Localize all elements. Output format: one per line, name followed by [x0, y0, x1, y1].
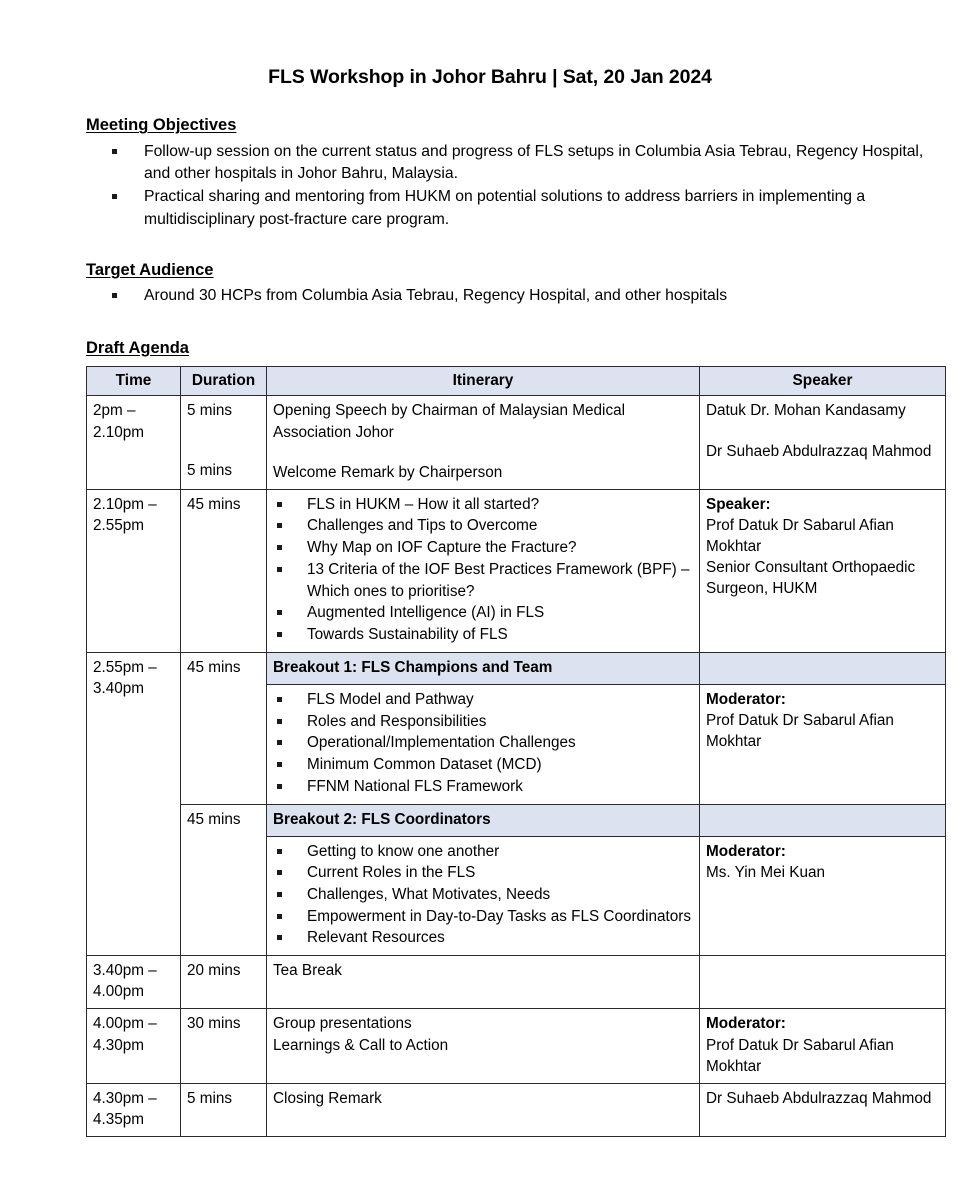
column-header-time: Time	[87, 367, 181, 396]
spacer	[706, 422, 940, 441]
moderator-name: Prof Datuk Dr Sabarul Afian Mokhtar	[706, 1036, 894, 1075]
table-row	[87, 1083, 946, 1136]
cell-duration: 20 mins	[181, 956, 267, 1009]
list-item: Challenges, What Motivates, Needs	[273, 884, 694, 906]
cell-speaker: Dr Suhaeb Abdulrazzaq Mahmod	[700, 1083, 946, 1136]
cell-duration: 45 mins	[181, 804, 267, 956]
list-item: Current Roles in the FLS	[273, 862, 694, 884]
draft-agenda-heading: Draft Agenda	[86, 338, 189, 357]
agenda-table-body	[87, 396, 946, 1137]
cell-itinerary	[267, 956, 700, 1009]
cell-speaker-empty	[700, 652, 946, 684]
itinerary-text: Tea Break	[273, 962, 342, 980]
cell-duration	[181, 396, 267, 489]
itinerary-list	[273, 689, 694, 798]
target-audience-heading: Target Audience	[86, 261, 214, 280]
itinerary-list	[273, 494, 694, 646]
cell-time: 2pm – 2.10pm	[87, 396, 181, 489]
cell-time: 4.30pm – 4.35pm	[87, 1083, 181, 1136]
meeting-objectives-list	[86, 141, 980, 231]
speaker-role: Senior Consultant Orthopaedic Surgeon, HUKM	[706, 559, 916, 598]
duration-first: 5 mins	[187, 402, 233, 420]
spacer	[273, 443, 694, 462]
moderator-label: Moderator:	[706, 1015, 786, 1033]
list-item: Why Map on IOF Capture the Fracture?	[273, 537, 694, 559]
itinerary-second: Welcome Remark by Chairperson	[273, 463, 503, 481]
table-row	[87, 956, 946, 1009]
list-item: FLS Model and Pathway	[273, 689, 694, 711]
speaker-first: Datuk Dr. Mohan Kandasamy	[706, 402, 906, 420]
cell-speaker-empty	[700, 804, 946, 836]
cell-speaker	[700, 489, 946, 652]
draft-agenda-section	[86, 338, 980, 1137]
cell-time: 3.40pm – 4.00pm	[87, 956, 181, 1009]
spacer	[273, 981, 694, 1000]
cell-speaker	[700, 684, 946, 804]
speaker-name: Prof Datuk Dr Sabarul Afian Mokhtar	[706, 516, 894, 555]
cell-duration: 30 mins	[181, 1009, 267, 1083]
itinerary-first: Group presentations	[273, 1015, 412, 1033]
cell-duration: 5 mins	[181, 1083, 267, 1136]
table-row	[87, 652, 946, 684]
list-item: Empowerment in Day-to-Day Tasks as FLS Coordinators	[273, 906, 694, 928]
agenda-table-header	[87, 367, 946, 396]
list-item: Around 30 HCPs from Columbia Asia Tebrau, Regency Hospital, and other hospitals	[86, 285, 944, 307]
list-item: FLS in HUKM – How it all started?	[273, 494, 694, 516]
itinerary-first: Opening Speech by Chairman of Malaysian Medical Association Johor	[273, 402, 626, 441]
cell-time: 2.10pm – 2.55pm	[87, 489, 181, 652]
table-row	[87, 804, 946, 836]
column-header-duration: Duration	[181, 367, 267, 396]
cell-speaker	[700, 1009, 946, 1083]
cell-itinerary	[267, 489, 700, 652]
moderator-name: Prof Datuk Dr Sabarul Afian Mokhtar	[706, 712, 894, 751]
list-item: Challenges and Tips to Overcome	[273, 515, 694, 537]
cell-itinerary	[267, 684, 700, 804]
itinerary-second: Learnings & Call to Action	[273, 1036, 449, 1054]
list-item: Operational/Implementation Challenges	[273, 732, 694, 754]
spacer	[273, 1109, 694, 1128]
cell-speaker	[700, 836, 946, 956]
agenda-table	[86, 366, 946, 1137]
target-audience-section	[86, 260, 980, 308]
cell-duration: 45 mins	[181, 489, 267, 652]
cell-duration: 45 mins	[181, 652, 267, 804]
itinerary-text: Closing Remark	[273, 1089, 382, 1107]
cell-speaker-empty	[700, 956, 946, 1009]
speaker-label: Speaker:	[706, 495, 771, 513]
list-item: Towards Sustainability of FLS	[273, 624, 694, 646]
breakout-title: Breakout 1: FLS Champions and Team	[267, 652, 700, 684]
cell-itinerary	[267, 1083, 700, 1136]
list-item: Getting to know one another	[273, 841, 694, 863]
table-header-row	[87, 367, 946, 396]
list-item: Minimum Common Dataset (MCD)	[273, 754, 694, 776]
table-row	[87, 489, 946, 652]
cell-itinerary	[267, 1009, 700, 1083]
cell-itinerary	[267, 836, 700, 956]
table-row	[87, 396, 946, 489]
list-item: Roles and Responsibilities	[273, 711, 694, 733]
moderator-label: Moderator:	[706, 842, 786, 860]
cell-time: 4.00pm – 4.30pm	[87, 1009, 181, 1083]
list-item: Practical sharing and mentoring from HUKM on potential solutions to address barriers in implementing a multidisciplinary post-fracture care program.	[86, 186, 944, 231]
itinerary-list	[273, 841, 694, 950]
cell-time: 2.55pm – 3.40pm	[87, 652, 181, 955]
list-item: Relevant Resources	[273, 927, 694, 949]
list-item: Follow-up session on the current status and progress of FLS setups in Columbia Asia Tebrau, Regency Hospital, and other hospitals in Johor Bahru, Malaysia.	[86, 141, 944, 186]
breakout-title: Breakout 2: FLS Coordinators	[267, 804, 700, 836]
column-header-itinerary: Itinerary	[267, 367, 700, 396]
moderator-label: Moderator:	[706, 690, 786, 708]
list-item: FFNM National FLS Framework	[273, 776, 694, 798]
meeting-objectives-heading: Meeting Objectives	[86, 116, 237, 135]
page-title: FLS Workshop in Johor Bahru | Sat, 20 Jan 2024	[268, 66, 712, 88]
duration-second: 5 mins	[187, 461, 233, 479]
target-audience-list	[86, 285, 980, 307]
list-item: 13 Criteria of the IOF Best Practices Framework (BPF) – Which ones to prioritise?	[273, 559, 694, 602]
speaker-second: Dr Suhaeb Abdulrazzaq Mahmod	[706, 442, 932, 460]
list-item: Augmented Intelligence (AI) in FLS	[273, 602, 694, 624]
meeting-objectives-section	[86, 115, 980, 231]
cell-speaker	[700, 396, 946, 489]
table-row	[87, 1009, 946, 1083]
cell-itinerary	[267, 396, 700, 489]
column-header-speaker: Speaker	[700, 367, 946, 396]
moderator-name: Ms. Yin Mei Kuan	[706, 863, 826, 881]
